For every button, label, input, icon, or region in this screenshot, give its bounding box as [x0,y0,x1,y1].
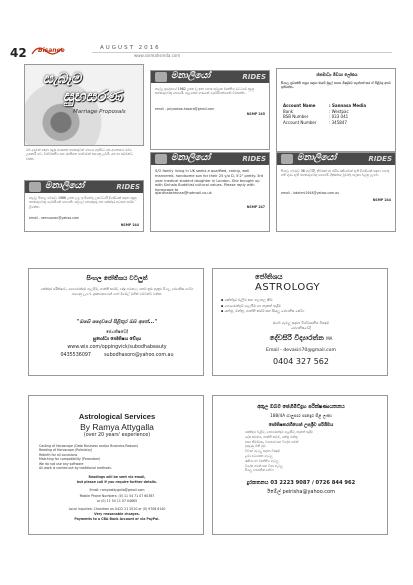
manaliye-ad-4 [276,152,396,232]
local-inquiries: Local inquiries: Chandron on 0422 21 2010 or (0) 9708 6140 [68,507,166,511]
service-list [221,298,381,315]
service-item: කේන්දර බැලීම, පොරොන්දම් ගැළපීම, නැකත් සෑදීම [245,430,314,434]
ad-byline: By Ramya Attygalla [80,422,154,432]
notice-line-2: but please call if you require further details. [76,480,158,484]
manaliye-ad-english [150,152,270,232]
phone-number: 0435536097 [60,353,91,358]
astrologer-name: දේවසිරි විද්‍යාරත්න MA [269,334,333,342]
ad-title-en: ASTROLOGY [255,282,321,293]
ad-body: ගාල්ල ප්‍රදේශයේ 1982 උපත වූ ඉතා හොඳ පවුලක වෘත්තීය මට්ටමේ සුදුසු සහකරුවෙකු සොයයි. ගැළපෙන ගණනේ දෙමාපියන්ගෙන් විමසන්න. [155,87,254,96]
contact-row [29,353,205,358]
manaliye-banner [151,71,269,83]
banner-suffix: RIDES [368,155,392,163]
email-link[interactable]: peirisha@yahoo.com [282,489,335,495]
ramya-astrology-ad [28,395,204,535]
astrology-ad [212,268,388,376]
email-link[interactable]: Email: ramyaattygalla@gmail.com [89,488,145,492]
service-list [245,430,381,473]
ad-code: NSMP 247 [246,205,265,209]
ad-title: Astrological Services [78,412,156,421]
notice-line-1: Readings will be sent via email, [88,475,146,479]
email-label: ඊමේල් [267,489,281,495]
publication-url: www.sinmahsmda.com [134,53,181,58]
ad-title-line1: සැබෑම [43,71,81,87]
ad-body: කේන්දර පරීක්ෂාව, පොරොන්දම් ගැලපීම, ශාන්ති කර්ම, දෝෂ සමනය, කෙම් ක්‍රම ඇතුළු සියලු ජ්‍යොතිෂ සේවා සපයනු ලැබේ. දුරකථනයෙන් හෝ ඊමේල් මගින් සම්බන්ධ වන්න. [40,287,194,296]
phone-line-1: Mobile Phone Numbers: (0) 11 54 71 07 60387 [79,494,155,498]
ad-body: සිංහල බෞද්ධ 36 හැවිරිදි, නිවසක් හා ස්ථිර රැකියාවක් ඇති දියණියක් සඳහා හොඳ ගති ගුණ ඇති සහකරුවෙකු සොයයි. දික්කසාද වූවන්ද සලකා බලනු ලැබේ. [281,169,390,178]
email-link[interactable]: subodhasoro@yahoo.com.au [104,353,174,358]
ad-title-line2: සුභසරණ [63,87,123,105]
marriage-ad-body: ඔබ දරුවන් සඳහා සුදුසු ආරාහක සහකරුවන් සොයා ගැනීමට අප ආයතනය ඔබට උපකාරී වේ. විශ්වාසනීය සහ රහසිගත සේවාවක් සපයනු ලබයි. අප හා සම්බන්ධ වන්න. [26,148,133,161]
phone-numbers: 03 2223 9087 / 0726 844 962 [270,480,356,486]
ad-title-si: ජෝතිශය [255,273,283,281]
ad-email: email - ramusaran@yahoo.com [29,216,79,220]
banner-brand: මනාලියෝ [171,153,211,163]
experience: (over 20 years' experience) [83,433,151,438]
service-item: ඉපදුණු මිනි මුළු [245,444,266,449]
service-item: ▪ යන්ත්‍ර, මන්ත්‍ර, ශාන්ති කර්ම සහ සියලු ජ්‍යොතිෂ සේවා [221,309,305,314]
phone-label: දුරකතනය [246,480,269,486]
service-item: විවාහ ගැටලු සඳහා විසඳුම් [245,449,281,454]
bride-photo [29,182,41,192]
phone-row [213,480,389,487]
astrology-institute-ad [212,395,388,535]
banner-suffix: RIDES [116,183,140,191]
bank-row: Account Name : Sannasa Media [283,103,367,108]
service-item: ▪ කේන්දර බැලීම සහ පලාපල කිම [221,298,273,302]
service-item: Matching for compatibility (Porondam) [39,457,101,462]
bride-photo [281,154,293,164]
email-row [213,489,389,495]
manaliye-banner [277,153,395,165]
sinhala-astrology-ad [28,268,204,376]
marriage-proposals-ad [24,64,144,146]
banner-brand: මනාලියෝ [297,153,337,163]
bride-photo [155,72,167,82]
ad-title: අකුල ඔබම ජෙහිමිවිදුහ පරීක්ෂණායතනය [257,404,345,410]
bank-row: BSB Number : 033 041 [283,114,349,120]
bank-row: Account Number : 345847 [283,119,347,125]
payments: Payments to a CBA Bank Account or via PayPal. [74,517,160,521]
astrologer-name: සුභෝධා ජෝතිෂය වේදය [92,337,142,342]
banner-suffix: RIDES [242,73,266,81]
ad-address: 188/4A ගාලුපාර පානදුර පිළ ලංකා [270,413,332,418]
manaliye-ad-2 [24,180,144,232]
service-item: රැකියා හා වෘත්තීය ගැටලු [245,458,279,463]
manaliye-banner [151,153,269,165]
service-item: ගෘහ නිර්මාණ, ව්‍යාපාර සහ විදේශ ගමන් [245,439,299,444]
ad-email: email - priyaakaa.hosara@gmail.com [155,107,215,111]
ad-email: email - lakshmi1944@yahoo.com.au [281,191,340,195]
bank-row: Bank : Westpac [283,108,349,114]
phone-line-2: or (0) 11 54 11 07 04665 [96,499,138,503]
ad-note: ඔබේ ගැටලු සඳහා විශ්වාසනීය විසඳුම් [272,321,330,325]
ad-title: සිංහල ජෝතිශය වටලුත් [86,275,148,282]
ad-code: NSMP 245 [246,112,265,116]
banner-brand: මනාලියෝ [171,71,211,81]
ad-body: S/O family living in UK seeks a qualified, caring, well mannered, handsome son for their 25 y/o D, 5'2" pretty. 3rd year medical student daughter in London. She brought up with Sinhala Buddhist cultural values. Please reply with horoscope to [155,169,264,193]
ad-code: NSMP 244 [372,198,391,202]
service-item: දෝෂ සමනය, ශාන්ති කර්ම, යන්ත්‍ර මන්ත්‍ර [245,434,298,439]
services-list [39,444,199,470]
service-item: All work is carried out by traditional methods. [39,466,112,471]
service-item: විදේශ ගමන් සහ වීසා ගැටලු [245,463,283,468]
service-item: Reading of Horoscope (Palmistry) [39,448,93,453]
banner-suffix: RIDES [242,155,266,163]
service-item: ▪ පොරොන්දම් ගැලපීම හා නැකත් සෑදීම [221,303,281,308]
bank-details-box [276,68,396,152]
service-item: Casting of Horoscope (Date Business and/or Business Reason) [39,444,139,448]
bank-heading: ජනමාධ්‍ය මීඩයා ලෝකය [316,72,358,77]
astrologer-label: ජ්‍යොතිෂවේදී [105,329,129,334]
ad-quote: "ඔබේ දෛවයේ පිළිතුර ඔබ අතේ..." [76,319,158,325]
ad-subtitle: ජෝතිෂතරහීහෙන් උපශ්‍රීව පරිශීමය [268,423,334,428]
service-item: Rebirth for all occasions [39,452,78,457]
service-item: We do not use any software [39,461,84,466]
logo-text: Bisanee [38,47,65,54]
phone-number: 0404 327 562 [273,357,329,366]
service-item: සියලු ජ්‍යොතිෂ සේවා [245,468,274,473]
rates: Very reasonable charges. [94,512,140,516]
bride-photo [155,154,167,164]
bank-rows [283,103,393,125]
astrologer-label: ජ්‍යොතිෂවේදී [291,326,311,330]
issue-date: AUGUST 2016 [100,45,161,51]
ad-code: NSMP 244 [120,223,139,227]
ad-email: ajanthaasimnaa@hotmail.co.uk [155,191,212,195]
service-item: ළමා අධ්‍යාපන ගැටලු [245,453,273,458]
bank-intro: සිංහල ප්‍රවෘත්ති පත්‍රය සඳහා ඔබේ මුදල් පහත ගිණුමට තැන්පත් කර ඒ පිළිබඳ අපට දන්වන්න. [281,81,391,90]
ad-subtitle: Marriage Proposals [73,109,126,115]
manaliye-banner [25,181,143,193]
email-link[interactable]: Email - devasiri70@gmail.com [266,348,336,353]
publication-logo [30,42,64,60]
ad-body: ගාල්ල සිංහල බෞද්ධ 1986 උපත ලද, ඉංජිනේරු උපාධිධාරී දියණියක් සඳහා සුදුසු සහකරුවෙකු දෙමාපියන් සොයති. පවුලේ තොරතුරු සහ කේන්දර සටහන සමඟ ලියන්න. [29,196,137,209]
page-number: 42 [10,46,27,60]
manaliye-ad-1 [150,70,270,150]
banner-brand: මනාලියෝ [45,181,85,191]
website-link[interactable]: www.wix.com/oppingvick/subodhabeauty [67,345,167,350]
